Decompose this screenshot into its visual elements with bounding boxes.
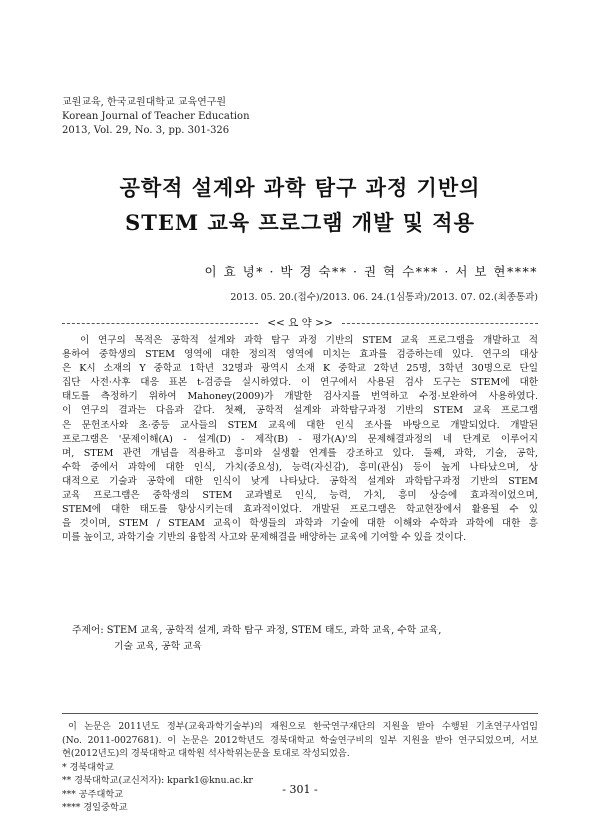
author-list: 이 효 녕* · 박 경 숙** · 권 혁 수*** · 서 보 현**** xyxy=(204,264,538,279)
abstract-line: 며, STEM 관련 개념을 적용하고 흥미와 실생활 연계를 강조하고 있다. 둘째, 과학, 기술, 공학, xyxy=(62,447,538,459)
abstract-line: 수학 중에서 과학에 대한 인식, 가치(중요성), 능력(자신감), 흥미(관심) 등이 높게 나타났으며, 상 xyxy=(62,461,538,473)
abstract-line: 대적으로 기술과 공학에 대한 인식이 낮게 나타났다. 공학적 설계와 과학탐구과정 기반의 STEM xyxy=(62,475,538,487)
keywords xyxy=(72,623,441,655)
abstract-heading xyxy=(62,316,538,330)
abstract-line: 용하여 중학생의 STEM 영역에 대한 정의적 영역에 미치는 효과를 검증하는데 있다. 연구의 대상 xyxy=(62,349,538,361)
journal-name-english: Korean Journal of Teacher Education xyxy=(62,111,250,122)
affiliation-author-2: ** 경북대학교(교신저자): kpark1@knu.ac.kr xyxy=(62,775,253,786)
affiliation-author-3: *** 공주대학교 xyxy=(62,788,124,800)
abstract-line: 이 연구의 목적은 공학적 설계와 과학 탐구 과정 기반의 STEM 교육 프로그램을 개발하고 적 xyxy=(80,335,538,346)
abstract-line: 이 연구의 결과는 다음과 같다. 첫째, 공학적 설계와 과학탐구과정 기반의 STEM 교육 프로그램 xyxy=(62,405,538,417)
journal-info xyxy=(62,96,250,138)
abstract-line: 교육 프로그램은 중학생의 STEM 교과별로 인식, 능력, 가치, 흥미 상승에 효과적이었으며, xyxy=(62,490,538,502)
funding-note-line-2: (No. 2011-0027681). 이 논문은 2012학년도 경북대학교 학술연구비의 일부 지원을 받아 연구되었으며, 서보 xyxy=(62,734,538,746)
abstract-line: STEM에 대한 태도를 향상시키는데 효과적이었다. 개발된 프로그램은 학교현장에서 활용될 수 있 xyxy=(62,504,538,516)
abstract-line: 은 문헌조사와 초·중등 교사들의 STEM 교육에 대한 인식 조사를 바탕으로 개발되었다. 개발된 xyxy=(62,419,538,431)
page-number: - 301 - xyxy=(282,783,318,796)
submission-dates: 2013. 05. 20.(접수)/2013. 06. 24.(1심통과)/2013. 07. 02.(최종통과) xyxy=(230,292,538,303)
keywords-line-1: 주제어: STEM 교육, 공학적 설계, 과학 탐구 과정, STEM 태도, 과학 교육, 수학 교육, xyxy=(72,625,442,636)
abstract-body xyxy=(62,334,538,545)
paper-title-line-2: STEM 교육 프로그램 개발 및 적용 xyxy=(125,210,475,235)
abstract-line: 미를 높이고, 과학기술 기반의 융합적 사고와 문제해결을 배양하는 교육에 기여할 수 있을 것이다. xyxy=(62,532,467,544)
funding-note-line-1: 이 논문은 2011년도 정부(교육과학기술부)의 재원으로 한국연구재단의 지원을 받아 수행된 기초연구사업임 xyxy=(68,721,538,732)
affiliation-author-4: **** 경일중학교 xyxy=(62,802,128,813)
abstract-line: 은 K시 소재의 Y 중학교 1학년 32명과 광역시 소재 K 중학교 2학년 25명, 3학년 30명으로 단일 xyxy=(62,363,538,375)
abstract-heading-rule-right xyxy=(342,323,538,324)
footnotes xyxy=(62,720,538,815)
abstract-line: 을 것이며, STEM / STEAM 교육이 학생들의 과학과 기술에 대한 이해와 수학과 과학에 대한 흥 xyxy=(62,518,538,530)
journal-volume-pages: 2013, Vol. 29, No. 3, pp. 301-326 xyxy=(62,125,230,136)
abstract-line: 집단 사전·사후 대응 표본 t-검증을 실시하였다. 이 연구에서 사용된 검사 도구는 STEM에 대한 xyxy=(62,377,538,389)
journal-name-korean: 교원교육, 한국교원대학교 교육연구원 xyxy=(62,97,227,108)
affiliation-author-1: * 경북대학교 xyxy=(62,761,114,773)
footnote-divider xyxy=(62,713,538,714)
keywords-line-2: 기술 교육, 공학 교육 xyxy=(114,641,203,652)
paper-title-line-1: 공학적 설계와 과학 탐구 과정 기반의 xyxy=(119,175,481,200)
abstract-line: 태도를 측정하기 위하여 Mahoney(2009)가 개발한 검사지를 번역하고 수정·보완하여 사용하였다. xyxy=(62,391,538,403)
abstract-heading-label: << 요 약 >> xyxy=(267,317,333,329)
funding-note-line-3: 현(2012년도)의 경북대학교 대학원 석사학위논문을 토대로 작성되었음. xyxy=(62,748,350,759)
abstract-line: 프로그램은 '문제이해(A) - 설계(D) - 제작(B) - 평가(A)'의 문제해결과정의 네 단계로 이루어지 xyxy=(62,433,538,445)
